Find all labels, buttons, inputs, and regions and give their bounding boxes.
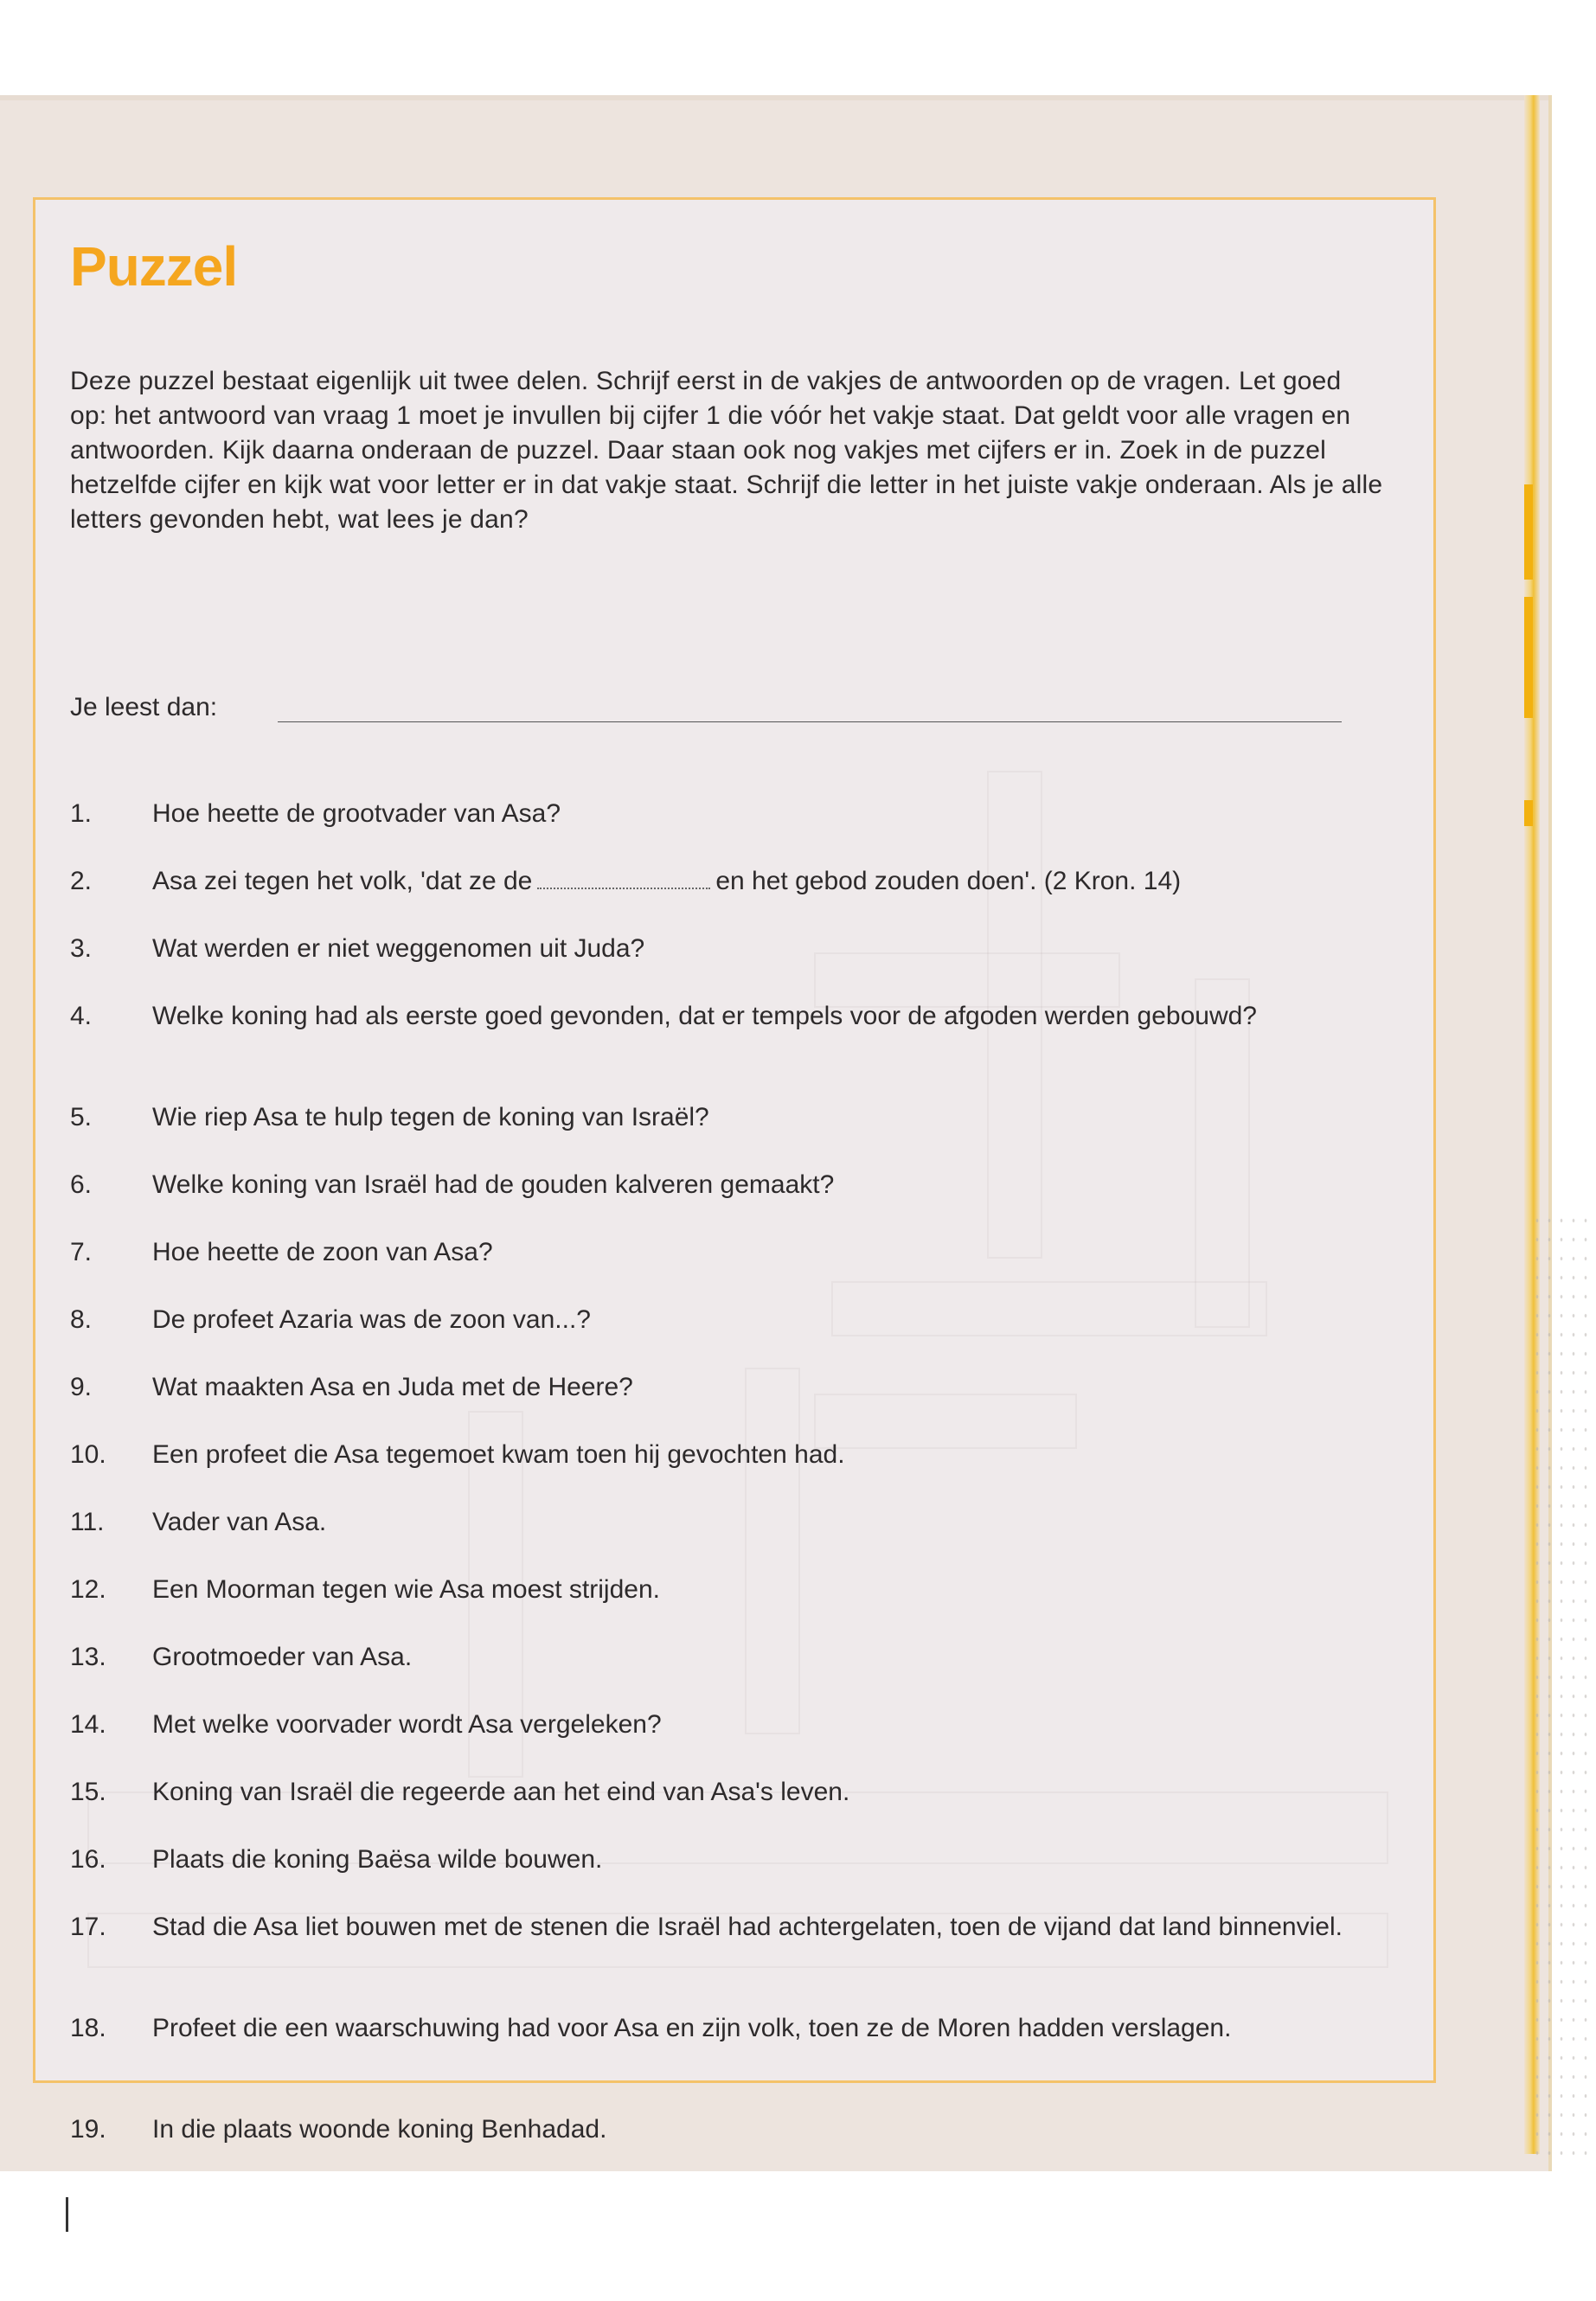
question-number: 7. [70, 1238, 93, 1266]
puzzle-panel [33, 197, 1436, 2144]
question-number: 18. [70, 2014, 106, 2042]
question-number: 2. [70, 867, 93, 895]
page-top-edge [0, 95, 1548, 100]
question-number: 11. [70, 1508, 105, 1536]
question-text: In die plaats woonde koning Benhadad. [152, 2115, 607, 2144]
question-text: Vader van Asa. [152, 1508, 327, 1536]
question-text: De profeet Azaria was de zoon van...? [152, 1305, 591, 1334]
fill-in-blank [537, 868, 710, 889]
question-text: Met welke voorvader wordt Asa vergeleken? [152, 1710, 662, 1739]
question-number: 17. [70, 1913, 106, 1941]
question-number: 5. [70, 1103, 93, 1131]
question-text: Hoe heette de zoon van Asa? [152, 1238, 493, 1266]
question-text: Wat maakten Asa en Juda met de Heere? [152, 1373, 633, 1401]
answer-line [70, 693, 1385, 722]
question-number: 14. [70, 1710, 106, 1739]
question-text: Wat werden er niet weggenomen uit Juda? [152, 934, 645, 963]
margin-mark [66, 2197, 68, 2232]
question-text: Welke koning had als eerste goed gevonden, dat er tempels voor de afgoden werden gebouwd? [152, 1002, 1257, 1030]
question-number: 15. [70, 1778, 106, 1806]
question-number: 3. [70, 934, 93, 963]
question-text: Koning van Israël die regeerde aan het eind van Asa's leven. [152, 1778, 850, 1806]
answer-label: Je leest dan: [70, 693, 218, 721]
question-number: 4. [70, 1002, 93, 1030]
question-text [152, 864, 1398, 898]
show-through-mark [745, 1368, 800, 1734]
scanned-page [0, 95, 1548, 2171]
page-title: Puzzel [70, 235, 238, 298]
question-text: Hoe heette de grootvader van Asa? [152, 799, 561, 828]
question-text: Stad die Asa liet bouwen met de stenen die Israël had achtergelaten, toen de vijand dat land binnenviel. [152, 1913, 1343, 1941]
question-number: 10. [70, 1440, 106, 1469]
question-number: 1. [70, 799, 93, 828]
question-number: 16. [70, 1845, 106, 1874]
question-text: Welke koning van Israël had de gouden kalveren gemaakt? [152, 1170, 835, 1199]
spine-mark [1524, 800, 1533, 826]
question-text: Grootmoeder van Asa. [152, 1643, 413, 1671]
question-text: Een Moorman tegen wie Asa moest strijden. [152, 1575, 660, 1604]
intro-paragraph: Deze puzzel bestaat eigenlijk uit twee delen. Schrijf eerst in de vakjes de antwoorden op de vragen. Let goed op: het antwoord van vraag 1 moet je invullen bij cijfer 1 die vóór het vakje staat. Dat geldt voor alle vragen en antwoorden. Kijk daarna onderaan de puzzel. Daar staan ook nog vakjes met cijfers er in. Zoek in de puzzel hetzelfde cijfer en kijk wat voor letter er in dat vakje staat. Schrijf die letter in het juiste vakje onderaan. Als je alle letters gevonden hebt, wat lees je dan? [70, 367, 1383, 534]
question-text: Profeet die een waarschuwing had voor Asa en zijn volk, toen ze de Moren hadden verslagen. [152, 2014, 1232, 2042]
answer-rule [278, 721, 1342, 722]
question-text: Wie riep Asa te hulp tegen de koning van Israël? [152, 1103, 709, 1131]
question-number: 9. [70, 1373, 93, 1401]
question-number: 12. [70, 1575, 106, 1604]
question-text: Een profeet die Asa tegemoet kwam toen hij gevochten had. [152, 1440, 845, 1469]
page-edge-speckle [1531, 1211, 1596, 2163]
question-number: 6. [70, 1170, 93, 1199]
question-text-before: Asa zei tegen het volk, 'dat ze de [152, 867, 533, 895]
question-text-after: en het gebod zouden doen'. (2 Kron. 14) [715, 867, 1182, 895]
question-number: 8. [70, 1305, 93, 1334]
spine-mark [1524, 597, 1533, 718]
question-number: 13. [70, 1643, 106, 1671]
question-text: Plaats die koning Baësa wilde bouwen. [152, 1845, 603, 1874]
spine-mark [1524, 484, 1533, 580]
question-number: 19. [70, 2115, 106, 2144]
